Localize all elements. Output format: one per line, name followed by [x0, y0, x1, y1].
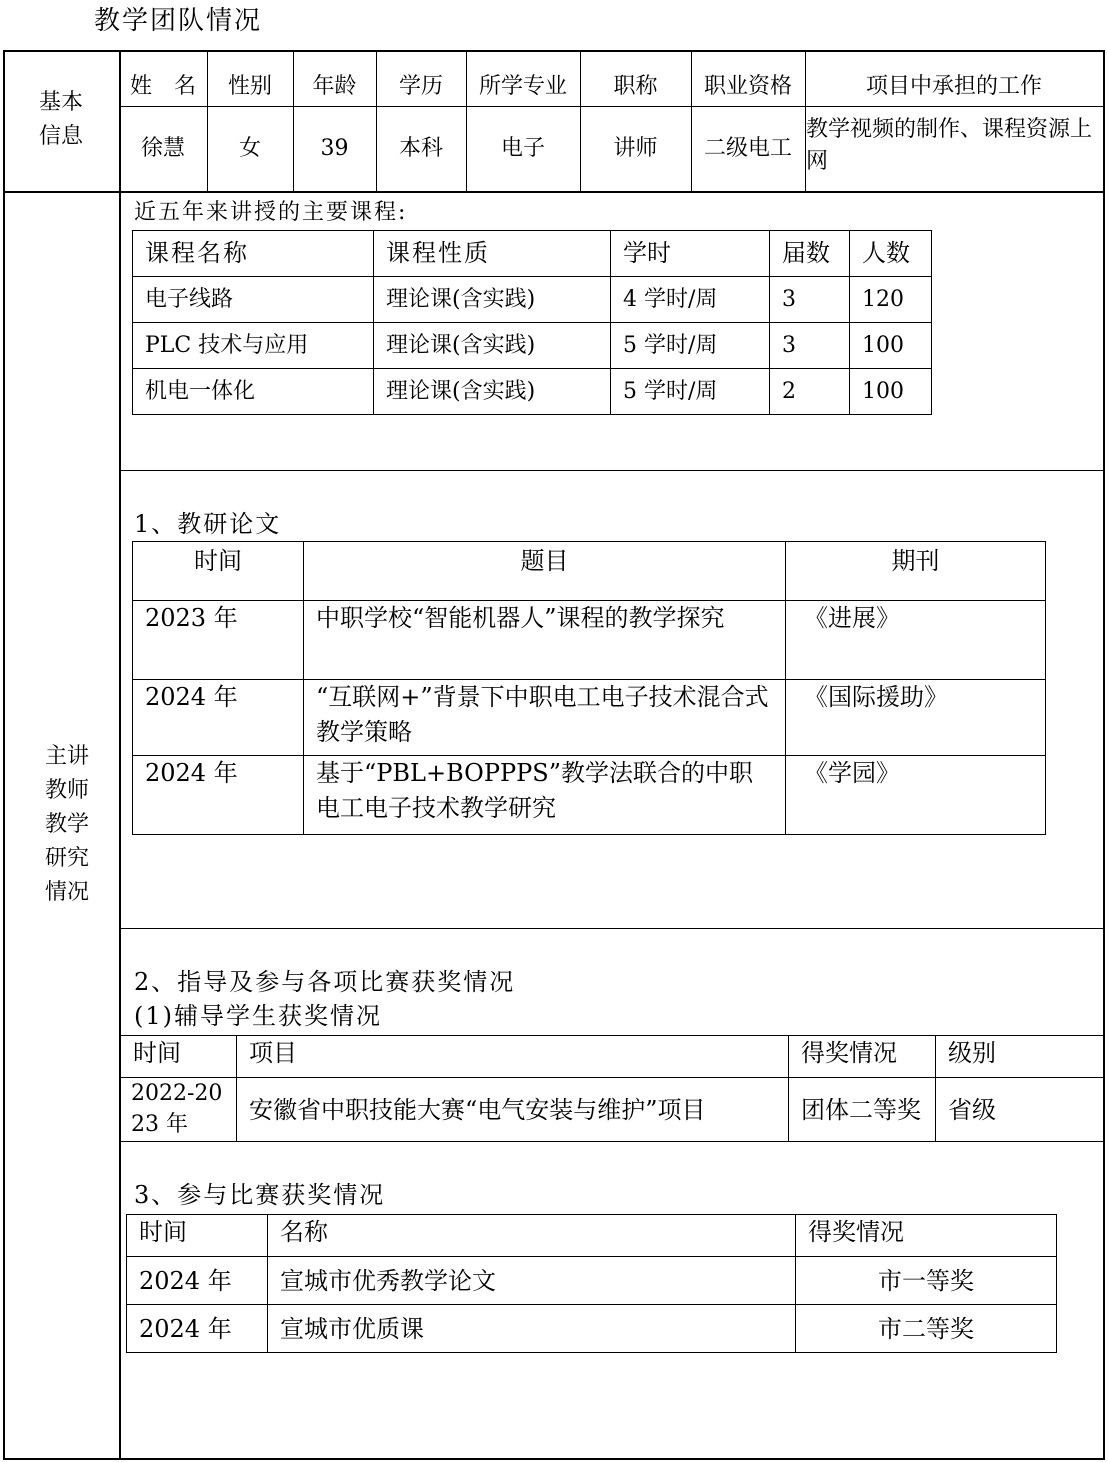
- table-row: [121, 1078, 1104, 1142]
- header-title: 职称: [613, 74, 658, 99]
- paper-title-cell: 中职学校“智能机器人”课程的教学探究: [304, 601, 786, 680]
- papers-header-cell: 题目: [304, 542, 786, 601]
- papers-header-cell: 时间: [133, 542, 304, 601]
- course-name-cell: 电子线路: [133, 277, 374, 323]
- page-title: 教学团队情况: [94, 6, 263, 36]
- courses-header-cell: 课程名称: [133, 231, 374, 277]
- paper-journal-cell: 《国际援助》: [786, 680, 1046, 756]
- basic-info-row-divider: [119, 106, 1104, 107]
- course-type-cell: 理论课(含实践): [374, 277, 611, 323]
- paper-date-cell: 2023 年: [133, 601, 304, 680]
- competitions-subheading: (1)辅导学生获奖情况: [134, 1002, 382, 1030]
- participation-header-cell: 时间: [127, 1215, 268, 1257]
- paper-title-cell: 基于“PBL+BOPPPS”教学法联合的中职电工电子技术教学研究: [304, 756, 786, 835]
- award-level-cell: 省级: [936, 1078, 1104, 1142]
- table-row: [133, 601, 1046, 680]
- course-sessions-cell: 3: [770, 277, 850, 323]
- paper-journal-cell: 《学园》: [786, 756, 1046, 835]
- courses-header-cell: 届数: [770, 231, 850, 277]
- participation-date-cell: 2024 年: [127, 1305, 268, 1353]
- participation-header-row: [127, 1215, 1057, 1257]
- paper-date-cell: 2024 年: [133, 756, 304, 835]
- participation-date-cell: 2024 年: [127, 1257, 268, 1305]
- frame-top-line: [3, 50, 1105, 52]
- award-result-cell: 团体二等奖: [789, 1078, 936, 1142]
- awards-header-cell: 级别: [936, 1036, 1104, 1078]
- competitions-heading: 2、指导及参与各项比赛获奖情况: [134, 968, 516, 996]
- course-type-cell: 理论课(含实践): [374, 369, 611, 415]
- participation-name-cell: 宣城市优秀教学论文: [268, 1257, 796, 1305]
- header-major: 所学专业: [478, 74, 567, 99]
- courses-header-cell: 学时: [611, 231, 770, 277]
- course-name-cell: 机电一体化: [133, 369, 374, 415]
- paper-journal-cell: 《进展》: [786, 601, 1046, 680]
- course-students-cell: 100: [850, 369, 932, 415]
- courses-heading: 近五年来讲授的主要课程:: [134, 200, 408, 225]
- courses-header-row: [133, 231, 932, 277]
- table-row: [133, 369, 932, 415]
- participation-result-cell: 市一等奖: [796, 1257, 1057, 1305]
- basic-info-section-label: 基本 信息: [38, 90, 83, 149]
- frame-right-line: [1103, 50, 1105, 1460]
- courses-section-divider: [119, 470, 1104, 471]
- header-age: 年龄: [312, 74, 357, 99]
- participation-heading: 3、参与比赛获奖情况: [134, 1181, 386, 1209]
- value-qualification: 二级电工: [703, 136, 792, 161]
- awards-header-cell: 项目: [237, 1036, 789, 1078]
- awards-header-row: [121, 1036, 1104, 1078]
- course-hours-cell: 5 学时/周: [611, 323, 770, 369]
- papers-heading: 1、教研论文: [134, 510, 282, 538]
- value-name: 徐慧: [140, 136, 185, 161]
- header-project-work: 项目中承担的工作: [865, 74, 1042, 99]
- header-name: 姓 名: [129, 74, 196, 99]
- awards-header-cell: 得奖情况: [789, 1036, 936, 1078]
- course-name-cell: PLC 技术与应用: [133, 323, 374, 369]
- value-project-work: 教学视频的制作、课程资源上网: [806, 117, 1093, 174]
- participation-header-cell: 名称: [268, 1215, 796, 1257]
- papers-header-cell: 期刊: [786, 542, 1046, 601]
- participation-name-cell: 宣城市优质课: [268, 1305, 796, 1353]
- course-hours-cell: 5 学时/周: [611, 369, 770, 415]
- course-students-cell: 120: [850, 277, 932, 323]
- course-students-cell: 100: [850, 323, 932, 369]
- table-row: [127, 1257, 1057, 1305]
- participation-result-cell: 市二等奖: [796, 1305, 1057, 1353]
- header-gender: 性别: [227, 74, 272, 99]
- course-sessions-cell: 3: [770, 323, 850, 369]
- award-date-cell: 2022-2023 年: [121, 1078, 237, 1142]
- awards-header-cell: 时间: [121, 1036, 237, 1078]
- value-gender: 女: [238, 136, 261, 161]
- value-title: 讲师: [613, 136, 658, 161]
- papers-header-row: [133, 542, 1046, 601]
- basic-info-bottom-line: [3, 191, 1105, 193]
- papers-section-divider: [119, 928, 1104, 929]
- participation-table: [126, 1214, 1057, 1353]
- courses-table: [132, 230, 932, 415]
- value-major: 电子: [500, 136, 545, 161]
- table-row: [133, 323, 932, 369]
- header-qualification: 职业资格: [703, 74, 792, 99]
- student-awards-table: [120, 1035, 1104, 1142]
- course-type-cell: 理论课(含实践): [374, 323, 611, 369]
- frame-bottom-line: [3, 1458, 1105, 1460]
- value-education: 本科: [398, 136, 443, 161]
- table-row: [127, 1305, 1057, 1353]
- course-sessions-cell: 2: [770, 369, 850, 415]
- paper-title-cell: “互联网+”背景下中职电工电子技术混合式教学策略: [304, 680, 786, 756]
- value-age: 39: [320, 136, 349, 161]
- papers-table: [132, 541, 1046, 835]
- header-education: 学历: [398, 74, 443, 99]
- table-row: [133, 680, 1046, 756]
- table-row: [133, 756, 1046, 835]
- course-hours-cell: 4 学时/周: [611, 277, 770, 323]
- courses-header-cell: 人数: [850, 231, 932, 277]
- teaching-section-label: 主讲 教师 教学 研究 情况: [44, 744, 89, 905]
- paper-date-cell: 2024 年: [133, 680, 304, 756]
- award-project-cell: 安徽省中职技能大赛“电气安装与维护”项目: [237, 1078, 789, 1142]
- table-row: [133, 277, 932, 323]
- courses-header-cell: 课程性质: [374, 231, 611, 277]
- participation-header-cell: 得奖情况: [796, 1215, 1057, 1257]
